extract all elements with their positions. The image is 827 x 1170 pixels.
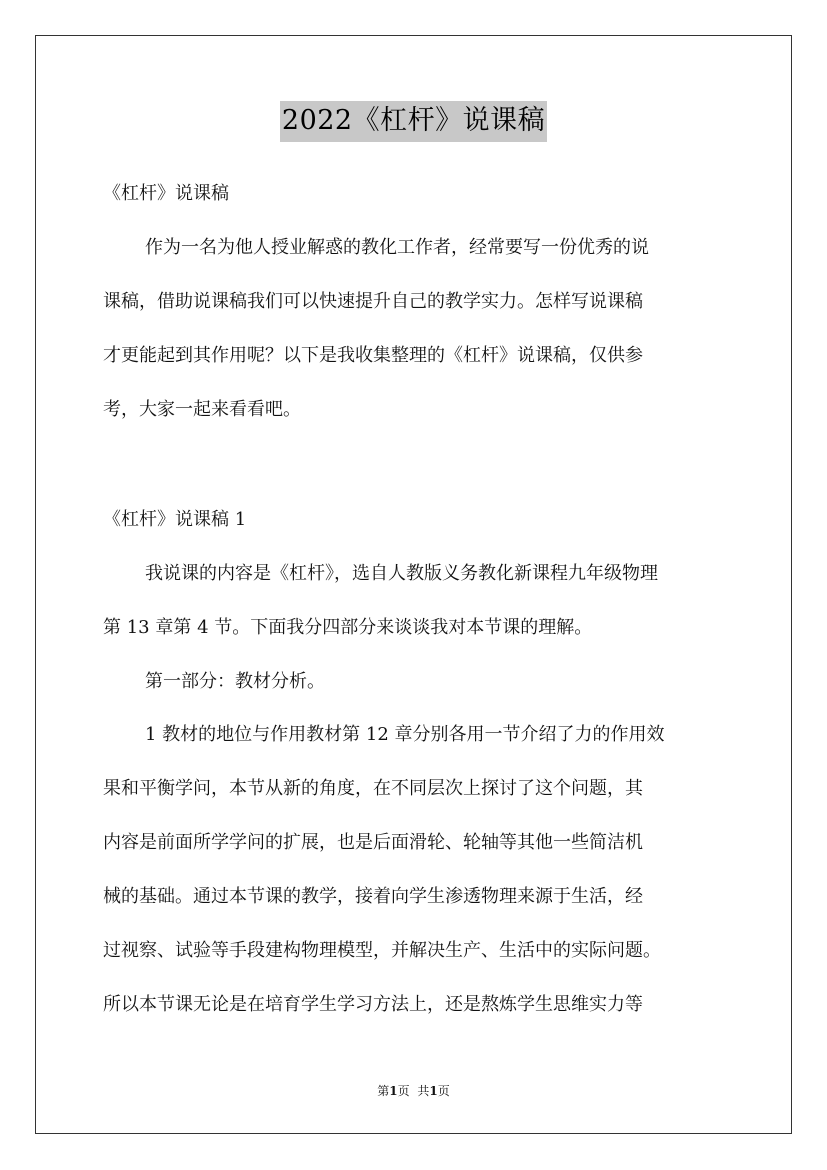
footer-total-suffix: 页 <box>437 1084 450 1098</box>
paragraph-line: 我说课的内容是《杠杆》，选自人教版义务教化新课程九年级物理 <box>145 563 658 584</box>
paragraph-line: 考，大家一起来看看吧。 <box>103 399 301 420</box>
paragraph-line: 第 13 章第 4 节。下面我分四部分来谈谈我对本节课的理解。 <box>103 617 593 638</box>
paragraph-line: 才更能起到其作用呢？以下是我收集整理的《杠杆》说课稿，仅供参 <box>103 345 643 366</box>
paragraph-line: 果和平衡学问，本节从新的角度，在不同层次上探讨了这个问题，其 <box>103 778 643 799</box>
paragraph-line: 第一部分：教材分析。 <box>145 671 325 692</box>
footer-page-prefix: 第 <box>377 1084 390 1098</box>
document-title: 2022《杠杆》说课稿 <box>280 101 547 142</box>
section-heading: 《杠杆》说课稿 1 <box>103 509 247 530</box>
paragraph-line: 1 教材的地位与作用教材第 12 章分别各用一节介绍了力的作用效 <box>145 724 665 745</box>
paragraph-line: 内容是前面所学学问的扩展，也是后面滑轮、轮轴等其他一些简洁机 <box>103 832 643 853</box>
paragraph-line: 课稿，借助说课稿我们可以快速提升自己的教学实力。怎样写说课稿 <box>103 291 643 312</box>
paragraph-line: 过视察、试验等手段建构物理模型，并解决生产、生活中的实际问题。 <box>103 940 661 961</box>
title-container <box>0 101 827 142</box>
page-footer <box>0 1083 827 1099</box>
paragraph-line: 所以本节课无论是在培育学生学习方法上，还是熬炼学生思维实力等 <box>103 994 643 1015</box>
footer-total-number: 1 <box>429 1084 438 1098</box>
footer-page-suffix: 页 <box>397 1084 410 1098</box>
footer-total-prefix: 共 <box>417 1084 430 1098</box>
section-heading: 《杠杆》说课稿 <box>103 183 229 204</box>
footer-page-number: 1 <box>389 1084 398 1098</box>
paragraph-line: 械的基础。通过本节课的教学，接着向学生渗透物理来源于生活，经 <box>103 886 643 907</box>
paragraph-line: 作为一名为他人授业解惑的教化工作者，经常要写一份优秀的说 <box>145 237 649 258</box>
